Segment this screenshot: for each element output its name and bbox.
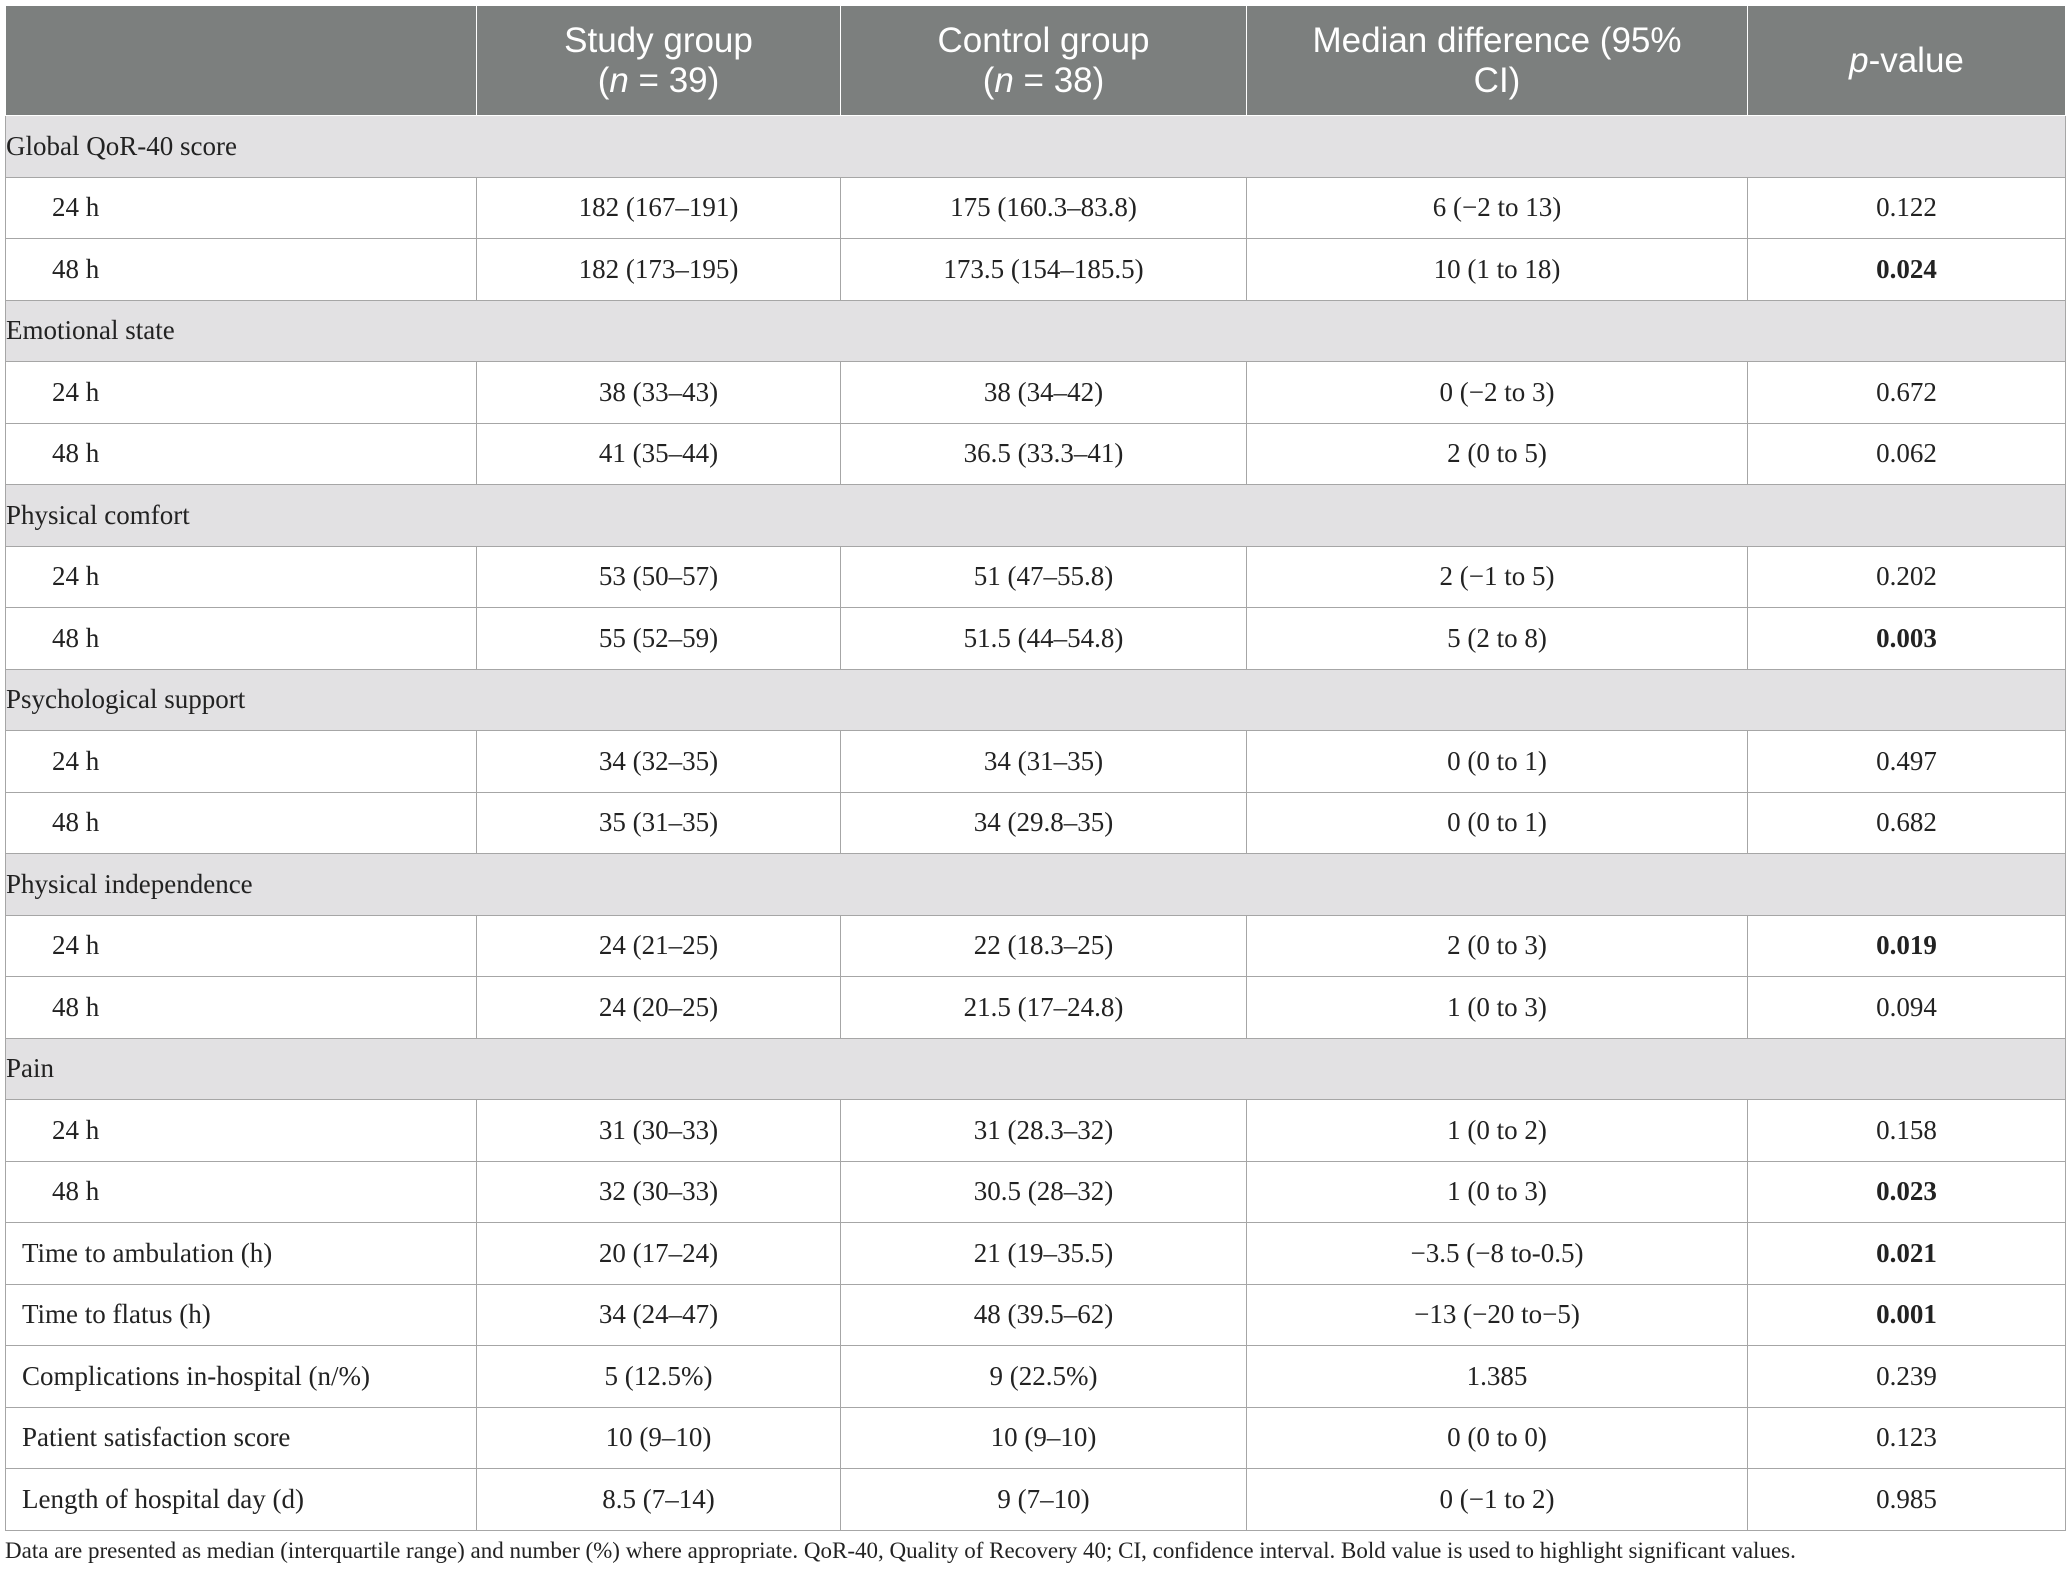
row-label: 48 h xyxy=(6,792,477,854)
section-row xyxy=(6,116,2066,178)
section-label: Emotional state xyxy=(6,300,2066,362)
control-group-cell: 38 (34–42) xyxy=(841,362,1247,424)
header-p-value xyxy=(1748,6,2066,116)
control-group-cell: 10 (9–10) xyxy=(841,1407,1247,1469)
study-group-cell: 31 (30–33) xyxy=(477,1100,841,1162)
table-row xyxy=(6,423,2066,485)
study-group-cell: 34 (24–47) xyxy=(477,1284,841,1346)
row-label: Length of hospital day (d) xyxy=(6,1469,477,1531)
section-label: Pain xyxy=(6,1038,2066,1100)
control-group-cell: 36.5 (33.3–41) xyxy=(841,423,1247,485)
section-row xyxy=(6,300,2066,362)
row-label: 24 h xyxy=(6,546,477,608)
p-value-cell: 0.239 xyxy=(1748,1346,2066,1408)
header-control-line1: Control group xyxy=(937,20,1150,60)
row-label: 24 h xyxy=(6,1100,477,1162)
study-group-cell: 182 (173–195) xyxy=(477,239,841,301)
row-label: 48 h xyxy=(6,423,477,485)
header-study-group xyxy=(477,6,841,116)
p-value-cell: 0.019 xyxy=(1748,915,2066,977)
p-value-cell: 0.003 xyxy=(1748,608,2066,670)
study-group-cell: 32 (30–33) xyxy=(477,1161,841,1223)
median-difference-cell: 0 (0 to 0) xyxy=(1247,1407,1748,1469)
control-group-cell: 21.5 (17–24.8) xyxy=(841,977,1247,1039)
study-group-cell: 8.5 (7–14) xyxy=(477,1469,841,1531)
p-value-cell: 0.021 xyxy=(1748,1223,2066,1285)
table-row xyxy=(6,1161,2066,1223)
study-group-cell: 35 (31–35) xyxy=(477,792,841,854)
p-value-cell: 0.985 xyxy=(1748,1469,2066,1531)
control-group-cell: 175 (160.3–83.8) xyxy=(841,177,1247,239)
p-value-cell: 0.001 xyxy=(1748,1284,2066,1346)
study-group-cell: 182 (167–191) xyxy=(477,177,841,239)
section-label: Physical independence xyxy=(6,854,2066,916)
study-group-cell: 41 (35–44) xyxy=(477,423,841,485)
row-label: 48 h xyxy=(6,239,477,301)
study-group-cell: 34 (32–35) xyxy=(477,731,841,793)
control-group-cell: 9 (7–10) xyxy=(841,1469,1247,1531)
study-group-cell: 24 (21–25) xyxy=(477,915,841,977)
table-row xyxy=(6,731,2066,793)
header-median-line1: Median difference (95% xyxy=(1312,20,1682,60)
p-value-cell: 0.094 xyxy=(1748,977,2066,1039)
control-group-cell: 34 (31–35) xyxy=(841,731,1247,793)
p-value-cell: 0.672 xyxy=(1748,362,2066,424)
median-difference-cell: −13 (−20 to−5) xyxy=(1247,1284,1748,1346)
study-group-cell: 38 (33–43) xyxy=(477,362,841,424)
table-row xyxy=(6,362,2066,424)
row-label: 48 h xyxy=(6,977,477,1039)
control-group-cell: 31 (28.3–32) xyxy=(841,1100,1247,1162)
p-value-cell: 0.023 xyxy=(1748,1161,2066,1223)
study-group-cell: 20 (17–24) xyxy=(477,1223,841,1285)
control-group-cell: 51 (47–55.8) xyxy=(841,546,1247,608)
table-footnote: Data are presented as median (interquartile range) and number (%) where appropriate. QoR-40, Quality of Recovery 40; CI, confidence interval. Bold value is used to highlight significant values. xyxy=(5,1538,1796,1563)
p-value-cell: 0.123 xyxy=(1748,1407,2066,1469)
header-study-n: n xyxy=(609,60,629,100)
row-label: 48 h xyxy=(6,1161,477,1223)
header-p-rest: -value xyxy=(1868,40,1964,80)
median-difference-cell: 0 (−2 to 3) xyxy=(1247,362,1748,424)
row-label: Time to flatus (h) xyxy=(6,1284,477,1346)
study-group-cell: 55 (52–59) xyxy=(477,608,841,670)
median-difference-cell: 1.385 xyxy=(1247,1346,1748,1408)
section-row xyxy=(6,1038,2066,1100)
section-row xyxy=(6,669,2066,731)
row-label: 24 h xyxy=(6,915,477,977)
header-control-group xyxy=(841,6,1247,116)
median-difference-cell: 1 (0 to 3) xyxy=(1247,977,1748,1039)
table-row xyxy=(6,1223,2066,1285)
row-label: 24 h xyxy=(6,731,477,793)
section-label: Global QoR-40 score xyxy=(6,116,2066,178)
results-table xyxy=(5,5,2066,1531)
header-p-italic: p xyxy=(1849,40,1869,80)
header-median-difference xyxy=(1247,6,1748,116)
table-body xyxy=(6,116,2066,1531)
study-group-cell: 53 (50–57) xyxy=(477,546,841,608)
table-row xyxy=(6,792,2066,854)
section-label: Physical comfort xyxy=(6,485,2066,547)
median-difference-cell: 2 (0 to 5) xyxy=(1247,423,1748,485)
table-header xyxy=(6,6,2066,116)
row-label: 24 h xyxy=(6,362,477,424)
row-label: Patient satisfaction score xyxy=(6,1407,477,1469)
table-row xyxy=(6,1100,2066,1162)
median-difference-cell: 0 (0 to 1) xyxy=(1247,792,1748,854)
control-group-cell: 48 (39.5–62) xyxy=(841,1284,1247,1346)
median-difference-cell: 10 (1 to 18) xyxy=(1247,239,1748,301)
row-label: Time to ambulation (h) xyxy=(6,1223,477,1285)
table-row xyxy=(6,1346,2066,1408)
control-group-cell: 21 (19–35.5) xyxy=(841,1223,1247,1285)
control-group-cell: 173.5 (154–185.5) xyxy=(841,239,1247,301)
p-value-cell: 0.202 xyxy=(1748,546,2066,608)
table-row xyxy=(6,608,2066,670)
table-row xyxy=(6,546,2066,608)
p-value-cell: 0.158 xyxy=(1748,1100,2066,1162)
row-label: 24 h xyxy=(6,177,477,239)
header-control-n: n xyxy=(994,60,1014,100)
table-row xyxy=(6,177,2066,239)
median-difference-cell: 0 (0 to 1) xyxy=(1247,731,1748,793)
control-group-cell: 22 (18.3–25) xyxy=(841,915,1247,977)
row-label: 48 h xyxy=(6,608,477,670)
header-study-line1: Study group xyxy=(564,20,753,60)
table-row xyxy=(6,239,2066,301)
median-difference-cell: 5 (2 to 8) xyxy=(1247,608,1748,670)
table-row xyxy=(6,1284,2066,1346)
table-row xyxy=(6,1407,2066,1469)
table-row xyxy=(6,977,2066,1039)
table-row xyxy=(6,915,2066,977)
table-row xyxy=(6,1469,2066,1531)
median-difference-cell: 2 (−1 to 5) xyxy=(1247,546,1748,608)
p-value-cell: 0.682 xyxy=(1748,792,2066,854)
p-value-cell: 0.497 xyxy=(1748,731,2066,793)
header-blank xyxy=(6,6,477,116)
median-difference-cell: −3.5 (−8 to-0.5) xyxy=(1247,1223,1748,1285)
p-value-cell: 0.024 xyxy=(1748,239,2066,301)
study-group-cell: 5 (12.5%) xyxy=(477,1346,841,1408)
median-difference-cell: 1 (0 to 2) xyxy=(1247,1100,1748,1162)
section-label: Psychological support xyxy=(6,669,2066,731)
section-row xyxy=(6,854,2066,916)
header-median-line2: CI) xyxy=(1473,60,1521,100)
header-control-line2: (n = 38) xyxy=(982,60,1105,100)
median-difference-cell: 1 (0 to 3) xyxy=(1247,1161,1748,1223)
median-difference-cell: 2 (0 to 3) xyxy=(1247,915,1748,977)
header-study-line2: (n = 39) xyxy=(597,60,720,100)
median-difference-cell: 6 (−2 to 13) xyxy=(1247,177,1748,239)
row-label: Complications in-hospital (n/%) xyxy=(6,1346,477,1408)
p-value-cell: 0.122 xyxy=(1748,177,2066,239)
control-group-cell: 34 (29.8–35) xyxy=(841,792,1247,854)
control-group-cell: 30.5 (28–32) xyxy=(841,1161,1247,1223)
study-group-cell: 10 (9–10) xyxy=(477,1407,841,1469)
p-value-cell: 0.062 xyxy=(1748,423,2066,485)
median-difference-cell: 0 (−1 to 2) xyxy=(1247,1469,1748,1531)
study-group-cell: 24 (20–25) xyxy=(477,977,841,1039)
section-row xyxy=(6,485,2066,547)
control-group-cell: 51.5 (44–54.8) xyxy=(841,608,1247,670)
control-group-cell: 9 (22.5%) xyxy=(841,1346,1247,1408)
